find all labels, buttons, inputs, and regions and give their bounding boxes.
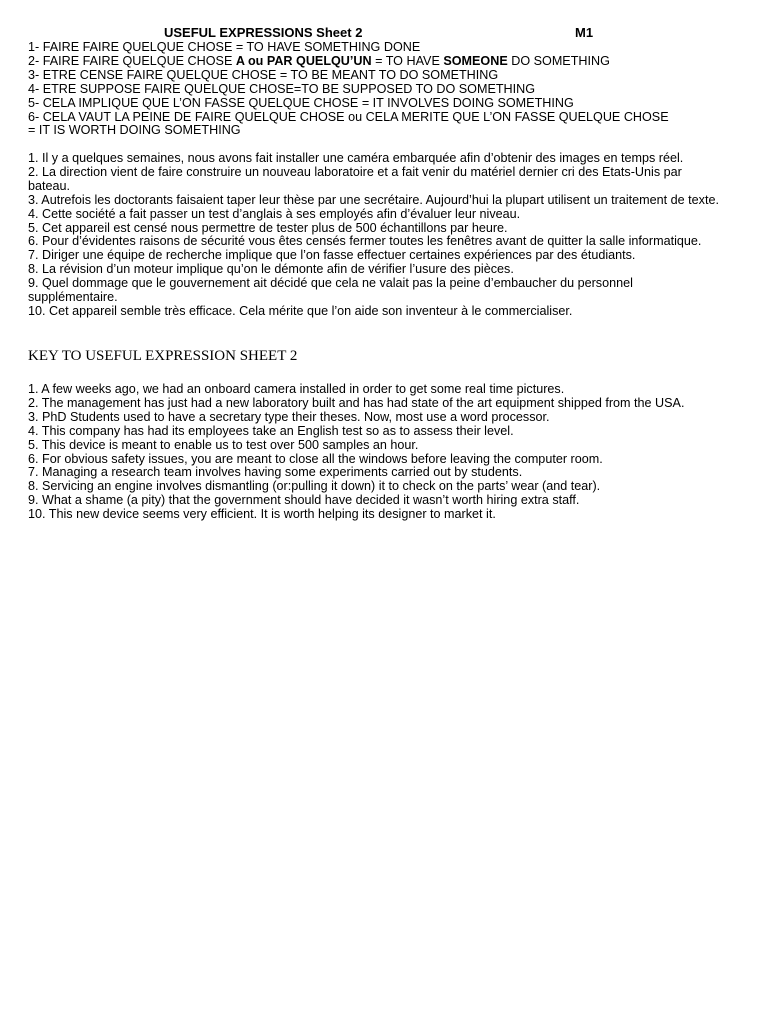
exercise-sentence: 10. Cet appareil semble très efficace. Cela mérite que l’on aide son inventeur à le commercialiser. bbox=[28, 303, 573, 318]
expression-item bbox=[28, 55, 723, 69]
expression-emphasis: A ou PAR QUELQU’UN bbox=[235, 53, 372, 68]
exercise-sentence: 6. Pour d’évidentes raisons de sécurité vous êtes censés fermer toutes les fenêtres avant de quitter la salle informatique. bbox=[28, 234, 702, 249]
expression-text: DO SOMETHING bbox=[507, 53, 610, 68]
key-sentence: 7. Managing a research team involves having some experiments carried out by students. bbox=[28, 465, 523, 480]
exercise-sentence: 5. Cet appareil est censé nous permettre de tester plus de 500 échantillons par heure. bbox=[28, 220, 508, 235]
exercise-sentence: 4. Cette société a fait passer un test d’anglais à ses employés afin d’évaluer leur niveau. bbox=[28, 206, 521, 221]
exercise-sentence: 1. Il y a quelques semaines, nous avons fait installer une caméra embarquée afin d’obtenir des images en temps réel. bbox=[28, 151, 684, 165]
exercise-sentence: 3. Autrefois les doctorants faisaient taper leur thèse par une secrétaire. Aujourd’hui la plupart utilisent un traitement de texte. bbox=[28, 192, 719, 207]
key-sentence: 5. This device is meant to enable us to test over 500 samples an hour. bbox=[28, 437, 419, 452]
key-heading: KEY TO USEFUL EXPRESSION SHEET 2 bbox=[28, 348, 298, 364]
key-sentence: 1. A few weeks ago, we had an onboard camera installed in order to get some real time pictures. bbox=[28, 382, 565, 396]
key-list bbox=[28, 383, 723, 522]
key-sentence: 2. The management has just had a new laboratory built and has had state of the art equipment shipped from the USA. bbox=[28, 395, 685, 410]
header bbox=[0, 26, 768, 40]
expression-text: 2- FAIRE FAIRE QUELQUE CHOSE bbox=[28, 53, 236, 68]
expression-item: 1- FAIRE FAIRE QUELQUE CHOSE = TO HAVE SOMETHING DONE bbox=[28, 40, 421, 54]
exercise-sentence: 2. La direction vient de faire construire un nouveau laboratoire et a fait venir du matériel dernier cri des Etats-Unis par bateau. bbox=[28, 164, 682, 193]
key-sentence: 4. This company has had its employees take an English test so as to assess their level. bbox=[28, 423, 514, 438]
exercise-sentence: 9. Quel dommage que le gouvernement ait décidé que cela ne valait pas la peine d’embaucher du personnel supplémentaire. bbox=[28, 276, 633, 305]
key-sentence: 8. Servicing an engine involves dismantling (or:pulling it down) it to check on the parts’ wear (and tear). bbox=[28, 479, 601, 494]
exercise-sentence: 8. La révision d’un moteur implique qu’on le démonte afin de vérifier l’usure des pièces. bbox=[28, 262, 514, 277]
exercise-sentence: 7. Diriger une équipe de recherche implique que l’on fasse effectuer certaines expériences par des étudiants. bbox=[28, 248, 636, 263]
expression-item: = IT IS WORTH DOING SOMETHING bbox=[28, 123, 241, 138]
key-sentence: 10. This new device seems very efficient. It is worth helping its designer to market it. bbox=[28, 507, 496, 522]
expressions-list bbox=[28, 41, 723, 138]
expression-item: 4- ETRE SUPPOSE FAIRE QUELQUE CHOSE=TO BE SUPPOSED TO DO SOMETHING bbox=[28, 81, 536, 96]
key-sentence: 3. PhD Students used to have a secretary type their theses. Now, most use a word processor. bbox=[28, 409, 550, 424]
level-label: M1 bbox=[575, 25, 594, 40]
key-sentence: 6. For obvious safety issues, you are meant to close all the windows before leaving the computer room. bbox=[28, 451, 603, 466]
expression-item: 6- CELA VAUT LA PEINE DE FAIRE QUELQUE CHOSE ou CELA MERITE QUE L’ON FASSE QUELQUE CHOSE bbox=[28, 109, 669, 124]
key-sentence: 9. What a shame (a pity) that the government should have decided it wasn’t worth hiring extra staff. bbox=[28, 493, 580, 508]
expression-emphasis: SOMEONE bbox=[443, 53, 508, 68]
expression-item: 3- ETRE CENSE FAIRE QUELQUE CHOSE = TO BE MEANT TO DO SOMETHING bbox=[28, 67, 499, 82]
exercise-list bbox=[28, 152, 723, 319]
page-title: USEFUL EXPRESSIONS Sheet 2 bbox=[164, 25, 363, 40]
expression-text: = TO HAVE bbox=[371, 53, 444, 68]
expression-item: 5- CELA IMPLIQUE QUE L’ON FASSE QUELQUE CHOSE = IT INVOLVES DOING SOMETHING bbox=[28, 95, 574, 110]
